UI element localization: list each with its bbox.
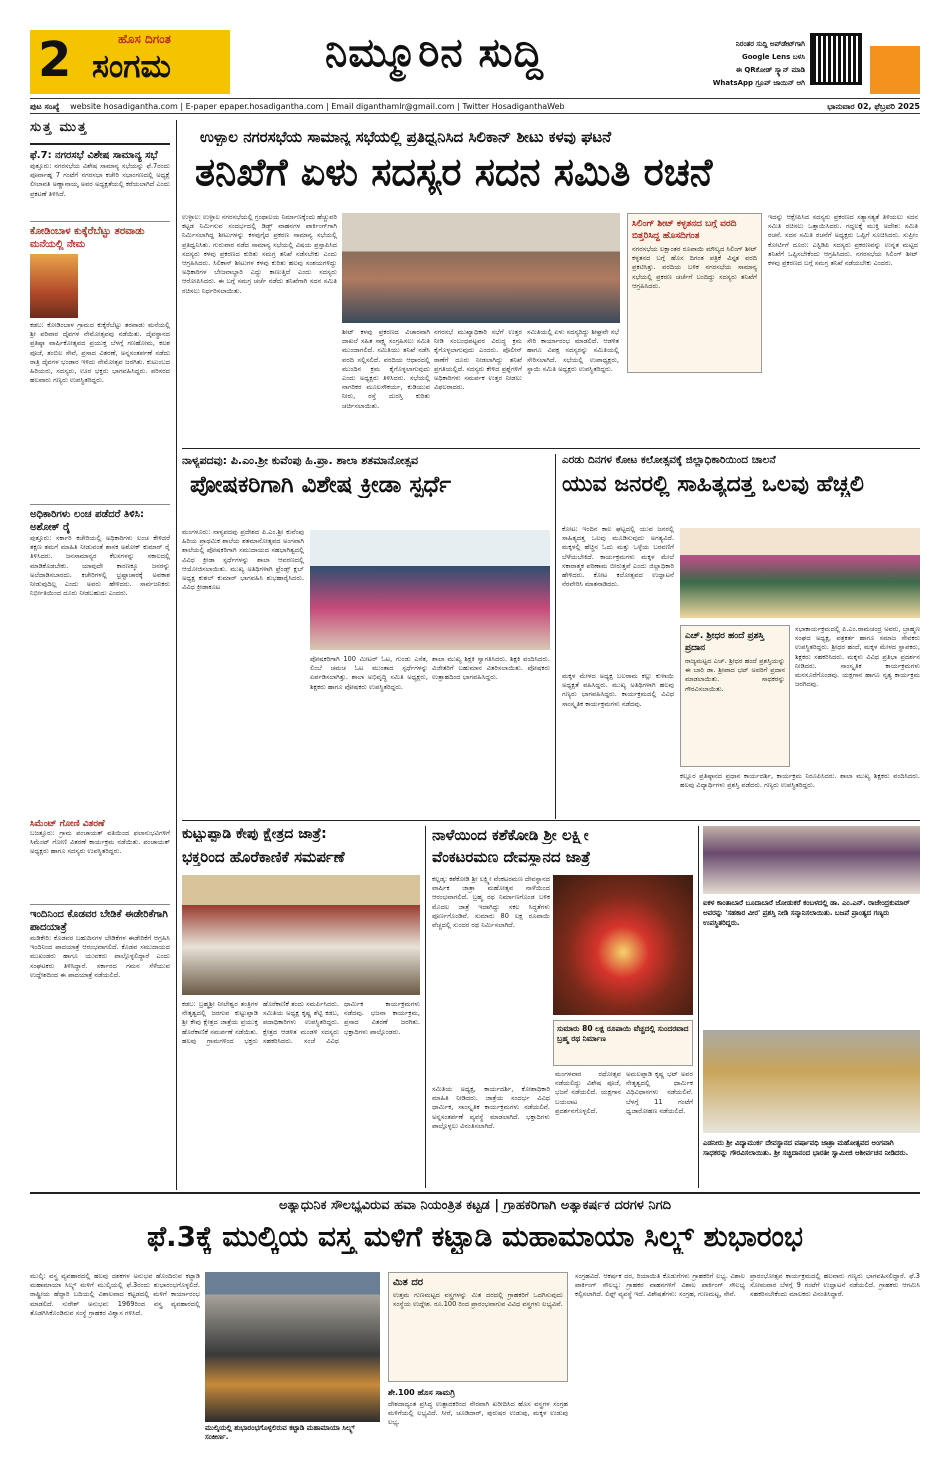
brand-small: ಹೊಸ ದಿಗಂತ (118, 32, 171, 46)
sports-col-2: ಪೋಷಕರಿಗಾಗಿ 100 ಮೀಟರ್ ಓಟ, ಗುಂಡು ಎಸೆತ, ಲಿಂಬೆ ಚಮಚ ಓಟ ಮುಂತಾದ ಸ್ಪರ್ಧೆಗಳನ್ನು ಏರ್ಪಡಿಸಲಾಗಿತ್ತು. ಶಾಲಾ ಅಭಿವೃದ್ಧಿ ಸಮಿತಿ ಅಧ್ಯಕ್ಷರು, ಶಿಕ್ಷಕರು ಹಾಗೂ ಪೋಷಕರು ಉಪಸ್ಥಿತರಿದ್ದರು. (310, 655, 428, 691)
sports-kicker: ನಾಳ್ಯಪದವು: ಪಿ.ಎಂ.ಶ್ರೀ ಕುವೆಂಪು ಹಿ.ಪ್ರಾ. ಶಾಲಾ ಶತಮಾನೋತ್ಸವ (182, 454, 419, 467)
info-strip: ಪುಟ ಸಂಖ್ಯೆ website hosadigantha.com | E-paper epaper.hosadigantha.com | Email diganthamlr@gmail.com | Twitter HosadiganthaWeb ಭಾನುವಾರ 02, ಫೆಬ್ರವರಿ 2025 (30, 98, 920, 114)
award-body: ರಾಜ್ಯಮಟ್ಟದ ಎಚ್. ಶ್ರೀಧರ ಹಂದೆ ಪ್ರಶಸ್ತಿಯನ್ನು ಈ ಬಾರಿ ಡಾ. ಶ್ರೀಪಾದ ಭಟ್ ಅವರಿಗೆ ಪ್ರದಾನ ಮಾಡಲಾಯಿತು. ಸಾಧಕರನ್ನು ಗೌರವಿಸಲಾಯಿತು. (685, 657, 785, 693)
ad-box-body: ಉತ್ತಮ ಗುಣಮಟ್ಟದ ವಸ್ತ್ರಗಳನ್ನು ಮಿತ ದರದಲ್ಲಿ ಗ್ರಾಹಕರಿಗೆ ಒದಗಿಸುವುದು ಸಂಸ್ಥೆಯ ಉದ್ದೇಶ. ರೂ.100 ರಿಂದ ಪ್ರಾರಂಭವಾಗುವ ವಿವಿಧ ವಸ್ತ್ರಗಳು ಲಭ್ಯವಿವೆ. (393, 1291, 563, 1309)
sidebar-body-1: ಪುತ್ತೂರು: ನಗರಸಭೆಯ ವಿಶೇಷ ಸಾಮಾನ್ಯ ಸಭೆಯನ್ನು ಫೆ.7ರಂದು ಪೂರ್ವಾಹ್ನ 7 ಗಂಟೆಗೆ ನಗರಸಭಾ ಕಚೇರಿ ಸಭಾಂಗಣದಲ್ಲಿ ಅಧ್ಯಕ್ಷೆ ಲೀಲಾವತಿ ಅಣ್ಣಾನಾಯ್ಕ ಅವರ ಅಧ್ಯಕ್ಷತೆಯಲ್ಲಿ ಕರೆಯಲಾಗಿದೆ ಎಂದು ಪ್ರಕಟಣೆ ತಿಳಿಸಿದೆ. (30, 162, 170, 198)
callout-body: ನಗರಸಭೆಯ ಲಕ್ಷಾಂತರ ರೂಪಾಯಿ ಮೌಲ್ಯದ ಸಿಲಿಂಗ್ ಶೀಟ್ ಕಳ್ಳತನದ ಬಗ್ಗೆ ಹೊಸ ದಿಗಂತ ಪತ್ರಿಕೆ ವಿಸ್ತೃತ ವರದಿ ಪ್ರಕಟಿಸಿತ್ತು. ವರದಿಯ ಬಳಿಕ ನಗರಸಭೆಯ ಸಾಮಾನ್ಯ ಸಭೆಯಲ್ಲಿ ಪ್ರಕರಣ ಚರ್ಚೆಗೆ ಬಂದಿದ್ದು ಸದಸ್ಯರು ತನಿಖೆಗೆ ಆಗ್ರಹಿಸಿದರು. (632, 245, 757, 290)
website-link[interactable]: website hosadigantha.com (70, 102, 178, 111)
divider (182, 820, 920, 821)
sidebar-head-3: ಅಧಿಕಾರಿಗಳು ಲಂಚ ಪಡೆದರೆ ತಿಳಿಸಿ: ಅಶೋಕ್ ರೈ (30, 509, 144, 533)
orange-accent (870, 46, 920, 94)
lead-col-2: ಶೀಟ್ ಕಳವು ಪ್ರಕರಣದ ವಿಚಾರವಾಗಿ ದಾಖಲೆ ಸಹಿತ ಸಾಕ್ಷ್ಯ ಸಂಗ್ರಹಿಸಲು ಸಮಿತಿ ಮುಂದಾಗಲಿದೆ. ಸಮಿತಿಯು ತನಿಖೆ ನಡೆಸಿ ವರದಿ ಸಲ್ಲಿಸಲಿದೆ. ವರದಿಯ ಆಧಾರದಲ್ಲಿ ಮುಂದಿನ ಕ್ರಮ ಕೈಗೊಳ್ಳಲಾಗುವುದು ಎಂದು ಅಧ್ಯಕ್ಷರು ತಿಳಿಸಿದರು. ಸಭೆಯಲ್ಲಿ ನಾಗರಿಕರ ಮೂಲಸೌಕರ್ಯ, ಕುಡಿಯುವ ನೀರು, ರಸ್ತೆ ದುರಸ್ತಿ ಕುರಿತು ಚರ್ಚಿಸಲಾಯಿತು. (342, 328, 430, 410)
sidebar-body-2: ಕಡಬ: ಕೋಡಿಂಬಾಳ ಗ್ರಾಮದ ಕುಕ್ಕೆರೆಬೆಟ್ಟು ತರವಾಡು ಮನೆಯಲ್ಲಿ ಶ್ರೀ ಪರಿವಾರ ದೈವಗಳ ನೇಮೋತ್ಸವವು ನಡೆಯಿತು. ದೈವಸ್ಥಾನದ ಪ್ರತಿಷ್ಠಾ ವಾರ್ಷಿಕೋತ್ಸವದ ಪ್ರಯುಕ್ತ ಬೆಳಗ್ಗೆ ಗಣಹೋಮ, ಕಲಶ ಪೂಜೆ, ತಂಬಿಲ ಸೇವೆ, ಪ್ರಸಾದ ವಿತರಣೆ, ಅನ್ನಸಂತರ್ಪಣೆ ನಡೆದು ರಾತ್ರಿ ದೈವಗಳ ಭಂಡಾರ ಇಳಿದು ನೇಮೋತ್ಸವ ಜರಗಿತು. ಕುಟುಂಬದ ಹಿರಿಯರು, ಸದಸ್ಯರು, ಊರ ಭಕ್ತರು ಭಾಗವಹಿಸಿದ್ದರು. ಪರಿಸರದ ಹಲವಾರು ಗಣ್ಯರು ಉಪಸ್ಥಿತರಿದ್ದರು. (30, 321, 170, 385)
edneer-photo (703, 1030, 920, 1133)
sidebar-divider (176, 120, 177, 1190)
ad-col-1: ಮುಲ್ಕಿ: ವಸ್ತ್ರ ವ್ಯವಹಾರದಲ್ಲಿ ಹಲವು ದಶಕಗಳ ಅನುಭವ ಹೊಂದಿರುವ ಕಟ್ಟಾಡಿ ಮಹಾಮಾಯಾ ಸಿಲ್ಕ್ಸ್ ಮಳಿಗೆ ಮುಲ್ಕಿಯಲ್ಲಿ ಫೆ.3ರಂದು ಶುಭಾರಂಭಗೊಳ್ಳಲಿದೆ. ರಾಷ್ಟ್ರೀಯ ಹೆದ್ದಾರಿ ಬದಿಯಲ್ಲಿ ವಿಶಾಲವಾದ ಕಟ್ಟಡದಲ್ಲಿ ಮಳಿಗೆ ಕಾರ್ಯಾರಂಭ ಮಾಡಲಿದೆ. ಸುರೇಶ್ ಅನುಭವ: 1969ರಿಂದ ವಸ್ತ್ರ ವ್ಯವಹಾರದಲ್ಲಿ ತೊಡಗಿಸಿಕೊಂಡಿರುವ ಸಂಸ್ಥೆ ಗ್ರಾಹಕರ ವಿಶ್ವಾಸ ಗಳಿಸಿದೆ. (30, 1272, 200, 1317)
youth-right-col: ಸಭಾಕಾರ್ಯಕ್ರಮದಲ್ಲಿ ಪಿ.ಎಂ.ರಾಮಚಂದ್ರ ಅವರು, ಬ್ರಾಹ್ಮಣ ಸಂಘದ ಅಧ್ಯಕ್ಷ, ಪತ್ರಕರ್ತ ಹಾಗೂ ಸಮಾಜ ಸೇವಕರು ಉಪಸ್ಥಿತರಿದ್ದರು. ಶ್ರೀಧರ ಹಂದೆ, ಮಕ್ಕಳ ಮೇಳದ ಸ್ಥಾಪಕರು, ಶಿಕ್ಷಕರು ಸಹಕರಿಸಿದರು. ಮಕ್ಕಳು ವಿವಿಧ ಪ್ರತಿಭಾ ಪ್ರದರ್ಶನ ನೀಡಿದರು. ಸಾಂಸ್ಕೃತಿಕ ಕಾರ್ಯಕ್ರಮಗಳು ಮನಸೂರೆಗೊಂಡವು. ಯಕ್ಷಗಾನ ಹಾಗೂ ನೃತ್ಯ ಕಾರ್ಯಕ್ರಮ ಜರಗಿದವು. (795, 625, 920, 689)
temple-kicker: ನಾಳೆಯಿಂದ ಕಶೆಕೋಡಿ ಶ್ರೀ ಲಕ್ಷ್ಮೀ (432, 826, 589, 844)
temple-note (553, 1020, 693, 1066)
lead-col-3: ನಗರಸಭೆ ಮುಖ್ಯಾಧಿಕಾರಿ ಸಭೆಗೆ ಉತ್ತರ ನೀಡಿ ಸಂಬಂಧಪಟ್ಟವರ ವಿರುದ್ಧ ಕ್ರಮ ಕೈಗೊಳ್ಳಲಾಗುವುದು ಎಂದರು. ಪೊಲೀಸ್ ಠಾಣೆಗೆ ದೂರು ನೀಡಲಾಗಿದ್ದು ತನಿಖೆ ಪ್ರಗತಿಯಲ್ಲಿದೆ. ಸದಸ್ಯರು ಕೇಳಿದ ಪ್ರಶ್ನೆಗಳಿಗೆ ಅಧಿಕಾರಿಗಳು ಸಮರ್ಪಕ ಉತ್ತರ ನೀಡಲು ವಿಫಲರಾದರು. (434, 328, 522, 392)
sidebar-logo: ಸುತ್ತ ಮುತ್ತ (30, 120, 170, 145)
sidebar-head-1: ಫೆ.7: ನಗರಸಭೆ ವಿಶೇಷ ಸಾಮಾನ್ಯ ಸಭೆ (30, 150, 158, 161)
sports-photo (310, 530, 550, 650)
masthead (0, 0, 945, 111)
lead-callout (627, 213, 762, 373)
youth-bottom-col: ಕಲ್ಲೂರ ಪ್ರತಿಷ್ಠಾನದ ಪ್ರಧಾನ ಕಾರ್ಯದರ್ಶಿ, ಕಾರ್ಯಕ್ರಮ ನಿರೂಪಿಸಿದರು. ಶಾಲಾ ಮುಖ್ಯ ಶಿಕ್ಷಕರು ವಂದಿಸಿದರು. ಹಲವು ವಿದ್ಯಾರ್ಥಿಗಳು ಪ್ರಶಸ್ತಿ ಪಡೆದರು. ಗಣ್ಯರು ಉಪಸ್ಥಿತರಿದ್ದರು. (680, 772, 920, 790)
sports-col-3: ಶಾಲಾ ಮುಖ್ಯ ಶಿಕ್ಷಕಿ ಸ್ವಾಗತಿಸಿದರು. ಶಿಕ್ಷಕಿ ವಂದಿಸಿದರು. ವಿಜೇತರಿಗೆ ಬಹುಮಾನ ವಿತರಿಸಲಾಯಿತು. ಪೋಷಕರು ಉತ್ಸಾಹದಿಂದ ಭಾಗವಹಿಸಿದ್ದರು. (432, 655, 550, 682)
lead-photo-meeting (342, 213, 620, 323)
lead-col-5 (627, 378, 762, 443)
ad-caption: ಮುಲ್ಕಿಯಲ್ಲಿ ಶುಭಾರಂಭಗೊಳ್ಳಲಿರುವ ಕಟ್ಟಾಡಿ ಮಹಾಮಾಯಾ ಸಿಲ್ಕ್ಸ್ ಸಂಕೀರ್ಣ. (205, 1424, 355, 1441)
sidebar-body-5: ಮಡಿಕೇರಿ: ಕೊಡವರ ಬಹುದಿನಗಳ ಬೇಡಿಕೆಗಳ ಈಡೇರಿಕೆಗೆ ಆಗ್ರಹಿಸಿ ಇಂದಿನಿಂದ ಪಾದಯಾತ್ರೆ ಆರಂಭವಾಗಲಿದೆ. ಕೊಡವ ಸಮುದಾಯದ ಮುಖಂಡರು ಹಾಗೂ ಯುವಕರು ಪಾಲ್ಗೊಳ್ಳಲಿದ್ದಾರೆ ಎಂದು ಸಂಘಟಕರು ತಿಳಿಸಿದ್ದಾರೆ. ಸರ್ಕಾರದ ಗಮನ ಸೆಳೆಯುವ ಉದ್ದೇಶದಿಂದ ಈ ಪಾದಯಾತ್ರೆ ನಡೆಯಲಿದೆ. (30, 934, 170, 979)
qr-code[interactable] (810, 33, 862, 85)
ad-tagline: ಅತ್ಯಾಧುನಿಕ ಸೌಲಭ್ಯವಿರುವ ಹವಾ ನಿಯಂತ್ರಿತ ಕಟ್ಟಡ | ಗ್ರಾಹಕರಿಗಾಗಿ ಅತ್ಯಾಕರ್ಷಕ ದರಗಳ ನಿಗದಿ (278, 1198, 672, 1213)
epaper-link[interactable]: E-paper epaper.hosadigantha.com (185, 102, 324, 111)
temple-photo (553, 875, 693, 1015)
temple-col-2: ಸಮಿತಿಯ ಅಧ್ಯಕ್ಷ, ಕಾರ್ಯದರ್ಶಿ, ಕೋಶಾಧಿಕಾರಿ ಮಾಹಿತಿ ನೀಡಿದರು. ಜಾತ್ರೆಯ ಸಂದರ್ಭ ವಿವಿಧ ಧಾರ್ಮಿಕ, ಸಾಂಸ್ಕೃತಿಕ ಕಾರ್ಯಕ್ರಮಗಳು ನಡೆಯಲಿವೆ. ಅನ್ನಸಂತರ್ಪಣೆ ವ್ಯವಸ್ಥೆ ಮಾಡಲಾಗಿದೆ. ಭಕ್ತಾದಿಗಳು ಪಾಲ್ಗೊಳ್ಳಲು ವಿನಂತಿಸಲಾಗಿದೆ. (432, 1085, 550, 1130)
ad-col-4: ಸಂಗ್ರಹವಿದೆ. ಆಕರ್ಷಕ ದರ, ರಿಯಾಯಿತಿ ಕೊಡುಗೆಗಳು ಗ್ರಾಹಕರಿಗೆ ಲಭ್ಯ. ವಿಶಾಲ ಪಾರ್ಕಿಂಗ್ ಸೌಲಭ್ಯ: ಗ್ರಾಹಕರ ವಾಹನಗಳಿಗೆ ವಿಶಾಲ ಪಾರ್ಕಿಂಗ್ ಸೌಲಭ್ಯ ಕಲ್ಪಿಸಲಾಗಿದೆ. ಲಿಫ್ಟ್ ವ್ಯವಸ್ಥೆ ಇದೆ. ವಿಶೇಷತೆಗಳು: ಸಂಗ್ರಹ, ಗುಣಮಟ್ಟ, ಸೇವೆ. (575, 1272, 745, 1299)
lead-headline: ತನಿಖೆಗೆ ಏಳು ಸದಸ್ಯರ ಸದನ ಸಮಿತಿ ರಚನೆ (195, 150, 713, 194)
temple-headline: ವೆಂಕಟರಮಣ ದೇವಸ್ಥಾನದ ಜಾತ್ರೆ (432, 848, 591, 866)
kambala-photo (703, 826, 920, 894)
sidebar-body-3: ಪುತ್ತೂರು: ಸರ್ಕಾರಿ ಕಚೇರಿಯಲ್ಲಿ ಅಧಿಕಾರಿಗಳು ಲಂಚ ಕೇಳಿದರೆ ತಕ್ಷಣ ತಮಗೆ ಮಾಹಿತಿ ನೀಡುವಂತೆ ಶಾಸಕ ಅಶೋಕ್ ಕುಮಾರ್ ರೈ ತಿಳಿಸಿದರು. ಜನಸಾಮಾನ್ಯರ ಕೆಲಸಗಳನ್ನು ಸಕಾಲದಲ್ಲಿ ಮಾಡಿಕೊಡಬೇಕು. ಯಾವುದೇ ಕಾರಣಕ್ಕೂ ಜನರನ್ನು ಅಲೆದಾಡಿಸಬಾರದು. ಕಚೇರಿಗಳಲ್ಲಿ ಭ್ರಷ್ಟಾಚಾರಕ್ಕೆ ಅವಕಾಶ ನೀಡುವುದಿಲ್ಲ ಎಂದು ಅವರು ಹೇಳಿದರು. ಸಾರ್ವಜನಿಕರು ನಿರ್ಭೀತಿಯಿಂದ ದೂರು ನೀಡಬಹುದು ಎಂದರು. (30, 534, 170, 598)
sports-headline: ಪೋಷಕರಿಗಾಗಿ ವಿಶೇಷ ಕ್ರೀಡಾ ಸ್ಪರ್ಧೆ (190, 472, 452, 498)
youth-photo (680, 528, 920, 618)
sidebar-photo-deity (30, 254, 78, 318)
youth-col-2: ಮಕ್ಕಳ ಮೇಳದ ಅಧ್ಯಕ್ಷ ಬಲರಾಮ ಕಲ್ಲು ಕುಳಾಯಿ ಅಧ್ಯಕ್ಷತೆ ವಹಿಸಿದ್ದರು. ಮುಖ್ಯ ಅತಿಥಿಗಳಾಗಿ ಹಲವು ಗಣ್ಯರು ಭಾಗವಹಿಸಿದ್ದರು. ಕಾರ್ಯಕ್ರಮದಲ್ಲಿ ವಿವಿಧ ಸಾಂಸ್ಕೃತಿಕ ಕಾರ್ಯಕ್ರಮಗಳು ನಡೆದವು. (562, 672, 674, 708)
divider (182, 448, 920, 449)
youth-headline: ಯುವ ಜನರಲ್ಲಿ ಸಾಹಿತ್ಯದತ್ತ ಒಲವು ಹೆಚ್ಚಲಿ (562, 472, 864, 497)
temple-col-4: ಅಮಲಪ್ಪಾಡಿ ಕೃಷ್ಣ ಭಟ್ ಅವರ ನೇತೃತ್ವದಲ್ಲಿ ಧಾರ್ಮಿಕ ವಿಧಿವಿಧಾನಗಳು ನಡೆಯಲಿವೆ. ಬೆಳಗ್ಗೆ 11 ಗಂಟೆಗೆ ಧ್ವಜಾರೋಹಣ ನಡೆಯಲಿದೆ. (626, 1070, 693, 1115)
sidebar-head-2: ಕೋಡಿಂಬಾಳ ಕುಕ್ಕೆರೆಬೆಟ್ಟು ತರವಾಡು ಮನೆಯಲ್ಲಿ ನೇಮ (30, 226, 145, 250)
qr-text: ನಿರಂತರ ಸುದ್ದಿ ಅಪ್‌ಡೇಟ್‌ಗಾಗಿ Google Lens ಬಳಸಿ ಈ QRಕೋಡ್ ಸ್ಕ್ಯಾನ್ ಮಾಡಿ WhatsApp ಗ್ರೂಪ್ ಜಾಯಿನ್ ಆಗಿ (712, 40, 805, 87)
temple-col-1: ಕಲ್ಲಡ್ಕ: ಕಶೆಕೋಡಿ ಶ್ರೀ ಲಕ್ಷ್ಮೀ ವೆಂಕಟರಮಣ ದೇವಸ್ಥಾನದ ವಾರ್ಷಿಕ ಜಾತ್ರಾ ಮಹೋತ್ಸವ ನಾಳೆಯಿಂದ ಆರಂಭವಾಗಲಿದೆ. ಬ್ರಹ್ಮ ರಥ ನಿರ್ಮಾಣಗೊಂಡ ಬಳಿಕ ಮೊದಲ ಜಾತ್ರೆ ಇದಾಗಿದ್ದು ಸಕಲ ಸಿದ್ಧತೆಗಳು ಪೂರ್ಣಗೊಂಡಿವೆ. ಸುಮಾರು 80 ಲಕ್ಷ ರೂಪಾಯಿ ವೆಚ್ಚದಲ್ಲಿ ಸುಂದರ ರಥ ನಿರ್ಮಿಸಲಾಗಿದೆ. (432, 875, 550, 930)
page-number: 2 (38, 32, 72, 88)
ad-col-5: ಪ್ರಾರಂಭೋತ್ಸವ ಕಾರ್ಯಕ್ರಮದಲ್ಲಿ ಹಲವಾರು ಗಣ್ಯರು ಭಾಗವಹಿಸಲಿದ್ದಾರೆ. ಫೆ.3 ಸೋಮವಾರ ಬೆಳಗ್ಗೆ 9 ಗಂಟೆಗೆ ಉದ್ಘಾಟನೆ ನಡೆಯಲಿದೆ. ಗ್ರಾಹಕರು ಆಗಮಿಸಿ ಸಹಕರಿಸಬೇಕೆಂದು ಮಾಲಕರು ವಿನಂತಿಸಿದ್ದಾರೆ. (750, 1272, 920, 1299)
divider (425, 826, 426, 1188)
caption-2: ಎಡನೀರು ಶ್ರೀ ವಿದ್ಯಾಮುರ್ಕ ದೇವಸ್ಥಾನದ ವರ್ಷಾವಧಿ ಜಾತ್ರಾ ಮಹೋತ್ಸವದ ಅಂಗವಾಗಿ ಸಾಧಕರನ್ನು ಗೌರವಿಸಲಾಯಿತು. ಶ್ರೀ ಸಚ್ಚಿದಾನಂದ ಭಾರತೀ ಸ್ವಾಮೀಜಿ ಆಶೀರ್ವಚನ ನೀಡಿದರು. (703, 1139, 909, 1157)
temple-note-text: ಸುಮಾರು 80 ಲಕ್ಷ ರೂಪಾಯಿ ವೆಚ್ಚದಲ್ಲಿ ಸುಂದರವಾದ ಬ್ರಹ್ಮ ರಥ ನಿರ್ಮಾಣ (557, 1024, 689, 1043)
section-title: ನಿಮ್ಮೂರಿನ ಸುದ್ದಿ (325, 30, 544, 76)
sidebar-head-4: ಸಿಮೆಂಟ್ ಗೋಣಿ ವಿತರಣೆ (30, 819, 105, 829)
sidebar-head-5: ಇಂದಿನಿಂದ ಕೊಡವರ ಬೇಡಿಕೆ ಈಡೇರಿಕೆಗಾಗಿ ಪಾದಯಾತ್ರೆ (30, 909, 168, 933)
date-line: ಭಾನುವಾರ 02, ಫೆಬ್ರವರಿ 2025 (827, 102, 920, 111)
sidebar (30, 120, 170, 1190)
lead-kicker: ಉಳ್ಳಾಲ ನಗರಸಭೆಯ ಸಾಮಾನ್ಯ ಸಭೆಯಲ್ಲಿ ಪ್ರತಿಧ್ವನಿಸಿದ ಸಿಲಿಕಾನ್ ಶೀಟು ಕಳವು ಘಟನೆ (200, 128, 612, 146)
kuttu-photo (182, 875, 420, 995)
youth-col-1: ಕೋಟ: ಇಂದಿನ ಕಾಲ ಘಟ್ಟದಲ್ಲಿ ಯುವ ಜನರಲ್ಲಿ ಸಾಹಿತ್ಯದತ್ತ ಒಲವು ಮೂಡಿಸುವುದು ಅಗತ್ಯವಿದೆ. ಮಕ್ಕಳಲ್ಲಿ ಹೆಚ್ಚಿನ ಓದು ಮತ್ತು ಒಳ್ಳೆಯ ಬರವಣಿಗೆ ಬೆಳೆಯಬೇಕಿದೆ. ಕಾರ್ಯಕ್ರಮಗಳು ಮಕ್ಕಳ ಮೇಲೆ ಸಕಾರಾತ್ಮಕ ಪರಿಣಾಮ ಬೀರುತ್ತವೆ ಎಂದು ಜಿಲ್ಲಾಧಿಕಾರಿ ಹೇಳಿದರು. ಕೋಟ ಕಲೋತ್ಸವದ ಉದ್ಘಾಟನೆ ನೆರವೇರಿಸಿ ಮಾತನಾಡಿದರು. (562, 525, 674, 589)
divider (698, 826, 699, 1188)
divider (30, 1192, 920, 1194)
kuttu-body: ಕಡಬ: ಬ್ರಹ್ಮಶ್ರೀ ನೀಲೇಶ್ವರ ತಂತ್ರಿಗಳ ನೇತೃತ್ವದಲ್ಲಿ ಜರಗುವ ಕುಟ್ಟುಪ್ಪಾಡಿ ಶ್ರೀ ಕೇಪು ಕ್ಷೇತ್ರದ ಜಾತ್ರೆಯ ಪ್ರಯುಕ್ತ ಹೊರೆಕಾಣಿಕೆ ಸಮರ್ಪಣೆ ನಡೆಯಿತು. ಹಲವು ಗ್ರಾಮಗಳಿಂದ ಭಕ್ತರು ಹೊರೆಕಾಣಿಕೆ ತಂದು ಸಮರ್ಪಿಸಿದರು. ಸಮಿತಿಯ ಅಧ್ಯಕ್ಷ ಕೃಷ್ಣ ಶೆಟ್ಟಿ ಕಡಬ, ಪದಾಧಿಕಾರಿಗಳು ಉಪಸ್ಥಿತರಿದ್ದರು. ಕ್ಷೇತ್ರದ ಆಡಳಿತ ಮಂಡಳಿ ಸದಸ್ಯರು ಸಹಕರಿಸಿದರು. ಸಂಜೆ ವಿವಿಧ ಧಾರ್ಮಿಕ ಕಾರ್ಯಕ್ರಮಗಳು ನಡೆದವು. ಭಜನಾ ಕಾರ್ಯಕ್ರಮ, ಪ್ರಸಾದ ವಿತರಣೆ ಜರಗಿತು. ಭಕ್ತಾದಿಗಳು ಪಾಲ್ಗೊಂಡರು. (182, 1000, 420, 1045)
sidebar-body-4: ಬಜತ್ತೂರು: ಗ್ರಾಮ ಪಂಚಾಯತ್ ವತಿಯಿಂದ ಫಲಾನುಭವಿಗಳಿಗೆ ಸಿಮೆಂಟ್ ಗೋಣಿ ವಿತರಣೆ ಕಾರ್ಯಕ್ರಮ ನಡೆಯಿತು. ಪಂಚಾಯತ್ ಅಧ್ಯಕ್ಷರು ಹಾಗೂ ಸದಸ್ಯರು ಉಪಸ್ಥಿತರಿದ್ದರು. (30, 829, 170, 856)
callout-head: ಸಿಲಿಂಗ್ ಶೀಟ್ ಕಳ್ಳತನದ ಬಗ್ಗೆ ವರದಿ ಬಿತ್ತರಿಸಿದ್ದ ಹೊಸದಿಗಂತ (632, 219, 737, 241)
youth-kicker: ಎರಡು ದಿನಗಳ ಕೋಟ ಕಲೋತ್ಸವಕ್ಕೆ ಜಿಲ್ಲಾಧಿಕಾರಿಯಿಂದ ಚಾಲನೆ (562, 454, 776, 466)
ad-building-photo (205, 1272, 380, 1422)
caption-1: ಐಕಳ ಕಾಂತಾಬಾರೆ ಬೂದಾಬಾರೆ ಜೋಡುಕರೆ ಕಂಬಳದಲ್ಲಿ ಡಾ. ಎಂ.ಎನ್. ರಾಜೇಂದ್ರಕುಮಾರ್ ಅವರನ್ನು 'ಸಹಕಾರ ವೀರ' ಪ್ರಶಸ್ತಿ ನೀಡಿ ಸನ್ಮಾನಿಸಲಾಯಿತು. ಬಜಪೆ ಪ್ರಾಂತ್ಯದ ಗಣ್ಯರು ಉಪಸ್ಥಿತರಿದ್ದರು. (703, 899, 910, 927)
ad-box (388, 1272, 568, 1382)
twitter-link[interactable]: Twitter HosadiganthaWeb (462, 102, 565, 111)
email-link[interactable]: Email diganthamlr@gmail.com (331, 102, 455, 111)
sports-col-1: ಮಂಗಳೂರು: ನಾಳ್ಯಪದವು ಪ್ರದೇಶದ ಪಿ.ಎಂ.ಶ್ರೀ ಕುವೆಂಪು ಹಿರಿಯ ಪ್ರಾಥಮಿಕ ಶಾಲೆಯ ಶತಮಾನೋತ್ಸವದ ಅಂಗವಾಗಿ ಶಾಲೆಯಲ್ಲಿ ಪೋಷಕರಿಗಾಗಿ ಸಮುದಾಯದ ಸಹಭಾಗಿತ್ವದಲ್ಲಿ ವಿವಿಧ ಕ್ರೀಡಾ ಸ್ಪರ್ಧೆಗಳನ್ನು ಶಾಲಾ ಆವರಣದಲ್ಲಿ ಆಯೋಜಿಸಲಾಯಿತು. ಮುಖ್ಯ ಅತಿಥಿಗಳಾಗಿ ಫ್ರೆಂಡ್ಸ್ ಕ್ಲಬ್ ಅಧ್ಯಕ್ಷ ಕುಶಲ್ ಕುಮಾರ್ ಭಾಗವಹಿಸಿ ಶುಭಹಾರೈಸಿದರು. ವಿವಿಧ ಕ್ರೀಡಾಕೂಟ (182, 528, 304, 592)
ad-box-head: ಮಿತ ದರ (393, 1277, 424, 1288)
lead-col-4: ಸಮಿತಿಯಲ್ಲಿ ಏಳು ಸದಸ್ಯರಿದ್ದು ಶೀಘ್ರವೇ ಸಭೆ ಸೇರಿ ಕಾರ್ಯಾರಂಭ ಮಾಡಲಿದೆ. ಆಡಳಿತ ಹಾಗೂ ವಿಪಕ್ಷ ಸದಸ್ಯರನ್ನು ಸಮಿತಿಯಲ್ಲಿ ಸೇರಿಸಲಾಗಿದೆ. ಸಭೆಯಲ್ಲಿ ಉಪಾಧ್ಯಕ್ಷರು, ಸ್ಥಾಯಿ ಸಮಿತಿ ಅಧ್ಯಕ್ಷರು ಉಪಸ್ಥಿತರಿದ್ದರು. (527, 328, 619, 373)
lead-col-1: ಉಳ್ಳಾಲ: ಉಳ್ಳಾಲ ನಗರಸಭೆಯಲ್ಲಿ ಗ್ರಂಥಾಲಯ ನಿರ್ಮಾಣಕ್ಕೆಂದು ಹೆಚ್ಚುವರಿ ಕಟ್ಟಡ ನಿರ್ಮಿಸುವ ಸಂದರ್ಭದಲ್ಲಿ ಡಿಡ್ಜ್ ವಾಹನಗಳ ಪಾರ್ಕಿಂಗ್‌ಗಾಗಿ ನಿರ್ಮಿಸಲಾಗಿದ್ದ ಶೀಟುಗಳನ್ನು ಕಳವುಗೈದ ಪ್ರಕರಣ ಸಾಮಾನ್ಯ ಸಭೆಯಲ್ಲಿ ಪ್ರತಿಧ್ವನಿಸಿತು. ಗುರುವಾರ ನಡೆದ ಸಾಮಾನ್ಯ ಸಭೆಯಲ್ಲಿ ವಿಷಯ ಪ್ರಸ್ತಾಪಿಸಿದ ಸದಸ್ಯರು ಕಳವು ಪ್ರಕರಣದ ಕುರಿತು ಸಮಗ್ರ ತನಿಖೆ ನಡೆಸಬೇಕು ಎಂದು ಆಗ್ರಹಿಸಿದರು. ಸಿಲಿಕಾನ್ ಶೀಟುಗಳ ಕಳವು ಕುರಿತು ಹಲವು ಸಂಶಯಗಳಿದ್ದು ಅಧಿಕಾರಿಗಳ ಬೇಜವಾಬ್ದಾರಿ ಎದ್ದು ಕಾಣುತ್ತಿದೆ ಎಂದು ಸದಸ್ಯರು ಆರೋಪಿಸಿದರು. ಈ ಬಗ್ಗೆ ಸಮಗ್ರ ಚರ್ಚೆ ನಡೆದು ತನಿಖೆಗಾಗಿ ಸದನ ಸಮಿತಿ ರಚಿಸಲು ನಿರ್ಧರಿಸಲಾಯಿತು. (182, 213, 337, 295)
lead-right-col: ಇದನ್ನು ಆಕ್ಷೇಪಿಸಿದ ಸದಸ್ಯರು ಪ್ರಕರಣದ ಸತ್ಯಾಸತ್ಯತೆ ತಿಳಿಯಲು ಸದನ ಸಮಿತಿ ರಚಿಸಲು ಒತ್ತಾಯಿಸಿದರು. ಗದ್ದಲಕ್ಕೆ ಮುಕ್ತಿ ಅದೇಶ: ಸಮಿತಿ ರಚನೆ. ಸದನ ಸಮಿತಿ ರಚನೆಗೆ ಅಧ್ಯಕ್ಷರು ಒಪ್ಪಿಗೆ ಸೂಚಿಸಿದರು. ಸುಪ್ರೀಂ ಕೋರ್ಟಿಗೆ ದೂರು: ಎಸ್ಟಿಡಿಪಿ ಸದಸ್ಯರು ಪ್ರಕರಣವನ್ನು ಉನ್ನತ ಮಟ್ಟದ ತನಿಖೆಗೆ ಒಪ್ಪಿಸಬೇಕೆಂದು ಆಗ್ರಹಿಸಿದರು. ನಗರಸಭೆಯ ಸಿಲಿಂಗ್ ಶೀಟ್ ಕಳವು ಪ್ರಕರಣದ ಬಗ್ಗೆ ಸಮಗ್ರ ತನಿಖೆ ನಡೆಯಬೇಕು ಎಂದರು. (768, 213, 918, 268)
ad-col-3-head: ಶೇ.100 ಹೊಸ ಸಾಮಗ್ರಿ (388, 1388, 455, 1397)
award-head: ಎಚ್. ಶ್ರೀಧರ ಹಂದೆ ಪ್ರಶಸ್ತಿ ಪ್ರದಾನ (685, 631, 765, 653)
divider (555, 454, 556, 819)
award-box (680, 625, 790, 767)
ad-col-3: ದೇಶದಾದ್ಯಂತ ಪ್ರಸಿದ್ಧ ಉತ್ಪಾದಕರಿಂದ ನೇರವಾಗಿ ಖರೀದಿಸಿದ ಹೊಸ ವಸ್ತ್ರಗಳ ಸಂಗ್ರಹ ಮಳಿಗೆಯಲ್ಲಿ ಲಭ್ಯವಿದೆ. ಸೀರೆ, ಚೂಡಿದಾರ್, ಪುರುಷರ ಉಡುಪು, ಮಕ್ಕಳ ಉಡುಪು ಲಭ್ಯ. (388, 1400, 568, 1427)
kuttu-kicker: ಕುಟ್ಟುಪ್ಪಾಡಿ ಕೇಪು ಕ್ಷೇತ್ರದ ಜಾತ್ರೆ: (182, 826, 327, 842)
brand-large: ಸಂಗಮ (92, 47, 171, 85)
temple-col-3: ಮಂಗಳವಾರ ರಥೋತ್ಸವ ನಡೆಯಲಿದ್ದು ವಿಶೇಷ ಪೂಜೆ, ಭಜನೆ ನಡೆಯಲಿದೆ. ಯಕ್ಷಗಾನ ಬಯಲಾಟ ಪ್ರದರ್ಶನಗೊಳ್ಳಲಿದೆ. (555, 1070, 621, 1115)
kuttu-headline: ಭಕ್ತರಿಂದ ಹೊರೆಕಾಣಿಕೆ ಸಮರ್ಪಣೆ (182, 848, 345, 866)
ad-headline: ಫೆ.3ಕ್ಕೆ ಮುಲ್ಕಿಯ ವಸ್ತ್ರ ಮಳಿಗೆ ಕಟ್ಟಾಡಿ ಮಹಾಮಾಯಾ ಸಿಲ್ಕ್ಸ್ ಶುಭಾರಂಭ (146, 1220, 804, 1253)
